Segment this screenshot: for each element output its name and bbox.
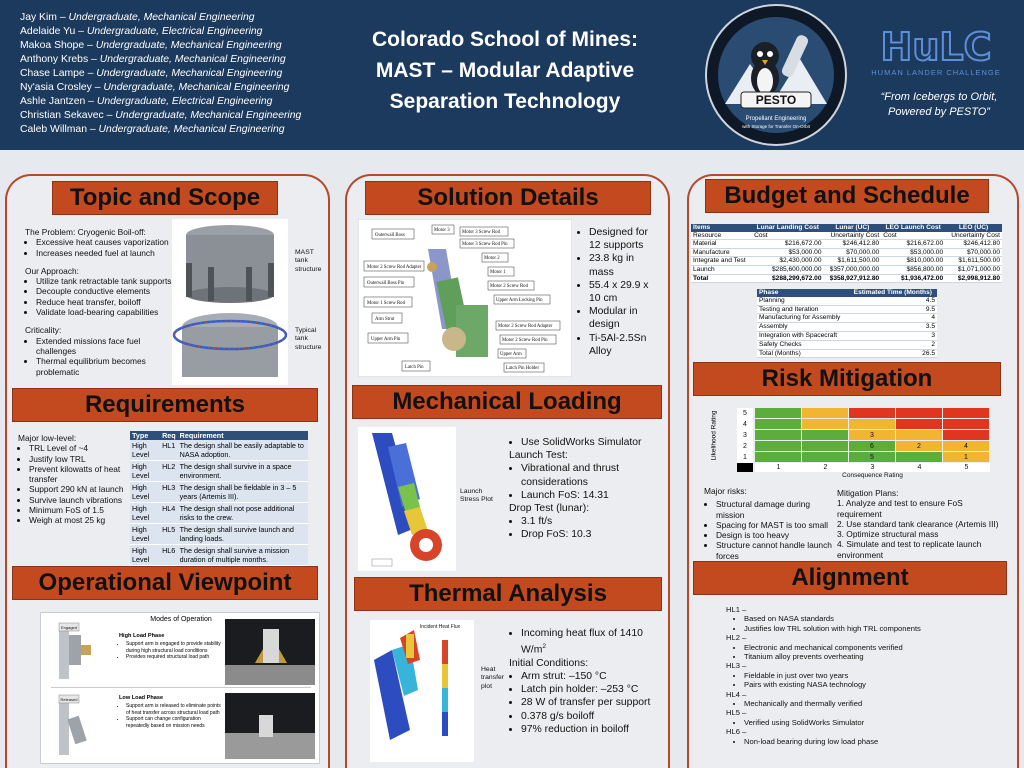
launch-item: • Launch FoS: 14.31	[521, 489, 659, 502]
solution-heading: Solution Details	[365, 181, 651, 215]
heat-transfer-plot	[370, 620, 474, 762]
alignment-item: • Justifies low TRL solution with high TRL components	[744, 624, 1006, 633]
budget-subheader-row: Resource Cost Uncertainty Cost Cost Uncertainty Cost	[693, 231, 1000, 239]
thermal-item: • 97% reduction in boiloff	[521, 723, 659, 736]
callout-l5: Upper Arm Pin	[371, 337, 401, 342]
callout-r0: Motor 3	[434, 228, 450, 233]
requirement-item: • Minimum FoS of 1.5	[29, 505, 126, 515]
high-load-list	[119, 641, 223, 660]
drop-test-title: Drop Test (lunar):	[509, 503, 590, 515]
heat-plot-title: Incident Heat Flux	[419, 624, 461, 630]
table-row: High Level HL2 The design shall survive in a space environment.	[130, 461, 308, 482]
alignment-heading: Alignment	[693, 561, 1007, 595]
problem-item: • Excessive heat causes vaporization	[36, 237, 175, 247]
author-6: Ny'asia Crosley – Undergraduate, Mechanical Engineering	[20, 82, 290, 93]
author-list	[20, 11, 301, 137]
mitigation-title: Mitigation Plans:	[837, 488, 899, 498]
high-load-text	[119, 633, 223, 661]
mechanical-text	[509, 436, 659, 542]
low-load-text	[119, 695, 223, 729]
criticality-title: Criticality:	[25, 325, 62, 336]
major-risks	[704, 486, 834, 561]
callout-l3: Motor 1 Screw Rod	[367, 301, 405, 306]
risk-cell	[849, 419, 896, 430]
risk-cell	[802, 419, 849, 430]
risk-row-label: 4	[737, 419, 753, 430]
high-load-item: • Support arm is engaged to provide stability during high structural load conditions	[126, 641, 223, 654]
hulc-logo	[856, 24, 1016, 80]
budget-heading: Budget and Schedule	[705, 179, 989, 213]
callout-l0: Outerwall Boss	[375, 233, 405, 238]
alignment-item: • Fieldable in just over two years	[744, 671, 1006, 680]
launch-stress-caption: Launch Stress Plot	[460, 488, 493, 504]
risk-cell	[802, 408, 849, 419]
mitigation-item: 1. Analyze and test to ensure FoS requirement	[837, 498, 963, 519]
risk-cell	[896, 408, 943, 419]
author-4: Anthony Krebs – Undergraduate, Mechanical Engineering	[20, 54, 286, 65]
budget-header-row: Items Lunar Landing Cost Lunar (UC) LEO Launch Cost LEO (UC)	[691, 224, 1002, 232]
alignment-item: • Non-load bearing during low load phase	[744, 737, 1006, 746]
risk-cell: 4	[943, 441, 990, 452]
callout-r1: Motor 3 Screw Rod	[462, 230, 500, 235]
alignment-list	[726, 699, 1006, 708]
requirement-item: • Justify low TRL	[29, 454, 126, 464]
mitigation-plans	[837, 488, 1005, 560]
mast-tank-image	[172, 219, 288, 305]
approach-item: • Decouple conductive elements	[36, 286, 175, 296]
requirements-table-header	[130, 431, 308, 440]
major-risks-list	[704, 499, 834, 561]
author-1: Jay Kim – Undergraduate, Mechanical Engineering	[20, 12, 255, 23]
engaged-label: Engaged	[60, 625, 78, 630]
author-9: Caleb Willman – Undergraduate, Mechanical Engineering	[20, 124, 285, 135]
mechanical-item: • Use SolidWorks Simulator	[521, 436, 659, 449]
heat-transfer-caption: Heat transfer plot	[481, 666, 505, 690]
table-row: Manufacturing for Assembly 4	[759, 314, 935, 322]
approach-list	[25, 276, 175, 317]
callout-r5: Motor 2 Screw Rod	[490, 284, 528, 289]
table-row: High Level HL1 The design shall be easily adaptable to NASA adoption.	[130, 440, 308, 461]
drop-item: • 3.1 ft/s	[521, 515, 659, 528]
callout-l2: Outerwall Boss Pin	[367, 281, 405, 286]
lander-engaged-render	[225, 619, 315, 685]
callout-r10: Latch Pin Holder	[506, 366, 540, 371]
flux-item: • Incoming heat flux of 1410 $W/m^2$	[521, 627, 659, 657]
launch-item: • Vibrational and thrust considerations	[521, 462, 659, 488]
schedule-header-row: Phase Estimated Time (Months)	[757, 289, 937, 297]
thermal-item: • Arm strut: –150 °C	[521, 670, 659, 683]
assembly-exploded-diagram	[358, 219, 572, 377]
callout-r7: Motor 2 Screw Rod Adapter	[498, 324, 553, 329]
alignment-group-title: HL3 –	[726, 661, 747, 671]
topic-text	[25, 227, 175, 377]
low-load-item: • Support arm is released to eliminate points of heat transfer across structural load path	[126, 703, 223, 716]
topic-heading: Topic and Scope	[52, 181, 278, 215]
mechanical-intro-list	[509, 436, 659, 449]
solution-specs	[577, 226, 661, 358]
alignment-list	[726, 718, 1006, 727]
risk-row-label: 3	[737, 430, 753, 441]
alignment-group-title: HL5 –	[726, 708, 747, 718]
table-row: High Level HL5 The design shall survive launch and landing loads.	[130, 524, 308, 545]
high-load-title: High Load Phase	[119, 633, 165, 639]
alignment-list	[726, 737, 1006, 746]
drop-test-list	[509, 515, 659, 541]
low-load-title: Low Load Phase	[119, 695, 164, 701]
operational-heading: Operational Viewpoint	[12, 566, 318, 600]
consequence-axis-label: Consequence Rating	[842, 472, 903, 479]
risk-cell	[802, 452, 849, 463]
callout-r9: Upper Arm	[500, 352, 522, 357]
modes-title: Modes of Operation	[150, 616, 212, 623]
risk-corner	[737, 463, 753, 472]
approach-item: • Utilize tank retractable tank supports	[36, 276, 175, 286]
requirements-text	[18, 433, 126, 526]
likelihood-axis-label: Likelihood Rating	[710, 410, 718, 461]
approach-item: • Validate load-bearing capabilities	[36, 307, 175, 317]
callout-l1: Motor 2 Screw Rod Adapter	[367, 265, 422, 270]
typical-tank-image	[172, 305, 288, 385]
thermal-heading: Thermal Analysis	[354, 577, 662, 611]
thermal-list	[509, 670, 659, 736]
alignment-item: • Electronic and mechanical components verified	[744, 643, 1006, 652]
seal-ring: Propellant Engineering	[745, 116, 807, 122]
risk-cell	[896, 430, 943, 441]
author-3: Makoa Shope – Undergraduate, Mechanical Engineering	[20, 40, 282, 51]
thermal-text	[509, 627, 659, 736]
table-row: High Level HL6 The design shall survive a mission duration of multiple months.	[130, 545, 308, 566]
risk-item: • Structure cannot handle launch forces	[716, 540, 834, 561]
high-load-item: • Provides required structural load path	[126, 654, 223, 660]
major-risks-title: Major risks:	[704, 486, 747, 496]
risk-row-label: 2	[737, 441, 753, 452]
author-8: Christian Sekavec – Undergraduate, Mechanical Engineering	[20, 110, 302, 121]
launch-stress-plot	[358, 427, 456, 571]
risk-cell: 6	[849, 441, 896, 452]
alignment-group-title: HL2 –	[726, 633, 747, 643]
mitigation-item: 4. Simulate and test to replicate launch environment	[837, 539, 982, 560]
criticality-list	[25, 336, 175, 377]
mitigation-item: 2. Use standard tank clearance (Artemis III)	[837, 518, 999, 529]
risk-cell	[943, 408, 990, 419]
table-row-total: Total $288,299,672.00 $358,927,912.80 $1,936,472.00 $2,998,912.80	[693, 274, 1000, 282]
risk-cell	[943, 419, 990, 430]
alignment-item: • Verified using SolidWorks Simulator	[744, 718, 1006, 727]
hulc-subtitle: HUMAN LANDER CHALLENGE	[871, 68, 1001, 77]
requirements-intro: Major low-level:	[18, 433, 77, 443]
poster-title: Colorado School of Mines: MAST – Modular Adaptive Separation Technology	[372, 28, 638, 113]
risk-cell	[896, 419, 943, 430]
risk-item: • Structural damage during mission	[716, 499, 834, 520]
requirement-item: • Weigh at most 25 kg	[29, 515, 126, 525]
low-load-list	[119, 703, 223, 729]
risk-cell: 2	[896, 441, 943, 452]
requirements-list	[18, 443, 126, 525]
alignment-list	[726, 614, 1006, 633]
risk-row-label: 5	[737, 408, 753, 419]
alignment-text	[726, 605, 1006, 746]
risk-col-label: 2	[802, 463, 849, 472]
callout-r3: Motor 2	[484, 256, 500, 261]
drop-item: • Drop FoS: 10.3	[521, 528, 659, 541]
table-row: High Level HL4 The design shall not pose additional risks to the crew.	[130, 503, 308, 524]
requirement-item: • Survive launch vibrations	[29, 495, 126, 505]
budget-table	[691, 224, 1002, 283]
risk-heading: Risk Mitigation	[693, 362, 1001, 396]
callout-l6: Latch Pin	[405, 365, 424, 370]
author-5: Chase Lampe – Undergraduate, Mechanical Engineering	[20, 68, 283, 79]
thermal-item: • 0.378 g/s boiloff	[521, 710, 659, 723]
callout-r8: Motor 2 Screw Rod Pin	[502, 338, 548, 343]
risk-cell	[755, 419, 802, 430]
mast-tank-caption: MAST tank structure	[295, 249, 322, 273]
modes-of-operation-figure	[40, 612, 320, 764]
risk-col-label: 5	[943, 463, 990, 472]
author-2: Adelaide Yu – Undergraduate, Electrical Engineering	[20, 26, 263, 37]
criticality-item: • Thermal equilibrium becomes problematic	[36, 356, 175, 377]
author-7: Ashle Jantzen – Undergraduate, Electrical Engineering	[20, 96, 273, 107]
released-arm-image	[51, 693, 111, 757]
lander-released-render	[225, 693, 315, 759]
col-req: Req	[162, 431, 176, 440]
table-row: Integration with Spacecraft 3	[759, 331, 935, 339]
risk-item: • Spacing for MAST is too small	[716, 520, 834, 530]
alignment-list	[726, 671, 1006, 690]
col-requirement: Requirement	[178, 431, 308, 440]
risk-cell: 3	[849, 430, 896, 441]
solution-item: • Modular in design	[589, 305, 661, 331]
schedule-table	[757, 289, 937, 358]
table-row-total: Total (Months) 26.5	[759, 349, 935, 357]
callout-r6: Upper Arm Locking Pin	[496, 298, 543, 303]
released-label: Released	[60, 697, 78, 702]
alignment-group-title: HL4 –	[726, 689, 747, 699]
alignment-item: • Mechanically and thermally verified	[744, 699, 1006, 708]
solution-item: • Ti-5Al-2.5Sn Alloy	[589, 332, 661, 358]
table-row: Integrate and Test $2,430,000.00 $1,611,500.00 $810,000.00 $1,611,500.00	[693, 257, 1000, 265]
modes-divider	[51, 687, 311, 688]
seal-name: PESTO	[755, 93, 797, 107]
solution-item: • 55.4 x 29.9 x 10 cm	[589, 279, 661, 305]
risk-cell: 1	[943, 452, 990, 463]
callout-r2: Motor 3 Screw Rod Pin	[462, 242, 508, 247]
thermal-item: • 28 W of transfer per support	[521, 696, 659, 709]
table-row: Planning 4.5	[759, 296, 935, 304]
risk-col-label: 1	[755, 463, 802, 472]
problem-list	[25, 237, 175, 258]
table-row: High Level HL3 The design shall be fieldable in 3 – 5 years (Artemis III).	[130, 482, 308, 503]
requirements-heading: Requirements	[12, 388, 318, 422]
initial-conditions-title: Initial Conditions:	[509, 657, 589, 669]
alignment-item: • Pairs with existing NASA technology	[744, 680, 1006, 689]
risk-cell	[896, 452, 943, 463]
risk-cell	[755, 452, 802, 463]
table-row: Material $216,672.00 $246,412.80 $216,672.00 $246,412.80	[693, 240, 1000, 248]
table-row: Testing and Iteration 9.5	[759, 305, 935, 313]
risk-cell	[802, 441, 849, 452]
requirement-item: • TRL Level of ~4	[29, 443, 126, 453]
alignment-group-title: HL1 –	[726, 605, 747, 614]
risk-cell	[802, 430, 849, 441]
problem-title: The Problem: Cryogenic Boil-off:	[25, 227, 146, 237]
risk-cell	[755, 430, 802, 441]
thermal-item: • Latch pin holder: –253 °C	[521, 683, 659, 696]
criticality-item: • Extended missions face fuel challenges	[36, 336, 175, 357]
engaged-arm-image	[51, 621, 111, 681]
risk-cell	[849, 408, 896, 419]
mitigation-item: 3. Optimize structural mass	[837, 529, 939, 540]
alignment-item: • Based on NASA standards	[744, 614, 1006, 623]
table-row: Safety Checks 2	[759, 340, 935, 348]
alignment-item: • Titanium alloy prevents overheating	[744, 652, 1006, 661]
col-type: Type	[130, 431, 160, 440]
hulc-wordmark: HuLC	[880, 25, 992, 69]
risk-item: • Design is too heavy	[716, 530, 834, 540]
tagline: “From Icebergs to Orbit, Powered by PESTO”	[880, 91, 998, 118]
thermal-flux-list	[509, 627, 659, 657]
table-row: Assembly 3.5	[759, 323, 935, 331]
poster-header	[0, 0, 1024, 150]
approach-item: • Reduce heat transfer, boiloff	[36, 297, 175, 307]
requirement-item: • Support 290 kN at launch	[29, 484, 126, 494]
risk-row-label: 1	[737, 452, 753, 463]
solution-item: • Designed for 12 supports	[589, 226, 661, 252]
table-row: Manufacture $53,000.00 $70,000.00 $53,000.00 $70,000.00	[693, 248, 1000, 256]
requirements-table	[130, 431, 308, 566]
risk-col-label: 3	[849, 463, 896, 472]
typical-tank-caption: Typical tank structure	[295, 327, 322, 351]
pesto-seal-logo	[705, 4, 847, 146]
approach-title: Our Approach:	[25, 265, 80, 276]
table-row: Launch $285,600,000.00 $357,000,000.00 $856,800.00 $1,071,000.00	[693, 265, 1000, 273]
risk-col-label: 4	[896, 463, 943, 472]
launch-test-title: Launch Test:	[509, 450, 568, 462]
requirement-item: • Prevent kilowatts of heat transfer	[29, 464, 126, 485]
low-load-item: • Support can change configuration repeatedly based on mission needs	[126, 716, 223, 729]
problem-item: • Increases needed fuel at launch	[36, 248, 175, 258]
risk-cell	[755, 441, 802, 452]
solution-item: • 23.8 kg in mass	[589, 252, 661, 278]
risk-cell: 5	[849, 452, 896, 463]
launch-test-list	[509, 462, 659, 502]
seal-ring-2: with Storage for Transfer On-Orbit	[742, 124, 810, 129]
callout-l4: Arm Strut	[375, 317, 395, 322]
callout-r4: Motor 1	[490, 270, 506, 275]
risk-cell	[755, 408, 802, 419]
solution-list	[577, 226, 661, 358]
alignment-group-title: HL6 –	[726, 727, 747, 737]
alignment-list	[726, 643, 1006, 662]
mechanical-heading: Mechanical Loading	[352, 385, 662, 419]
risk-cell	[943, 430, 990, 441]
